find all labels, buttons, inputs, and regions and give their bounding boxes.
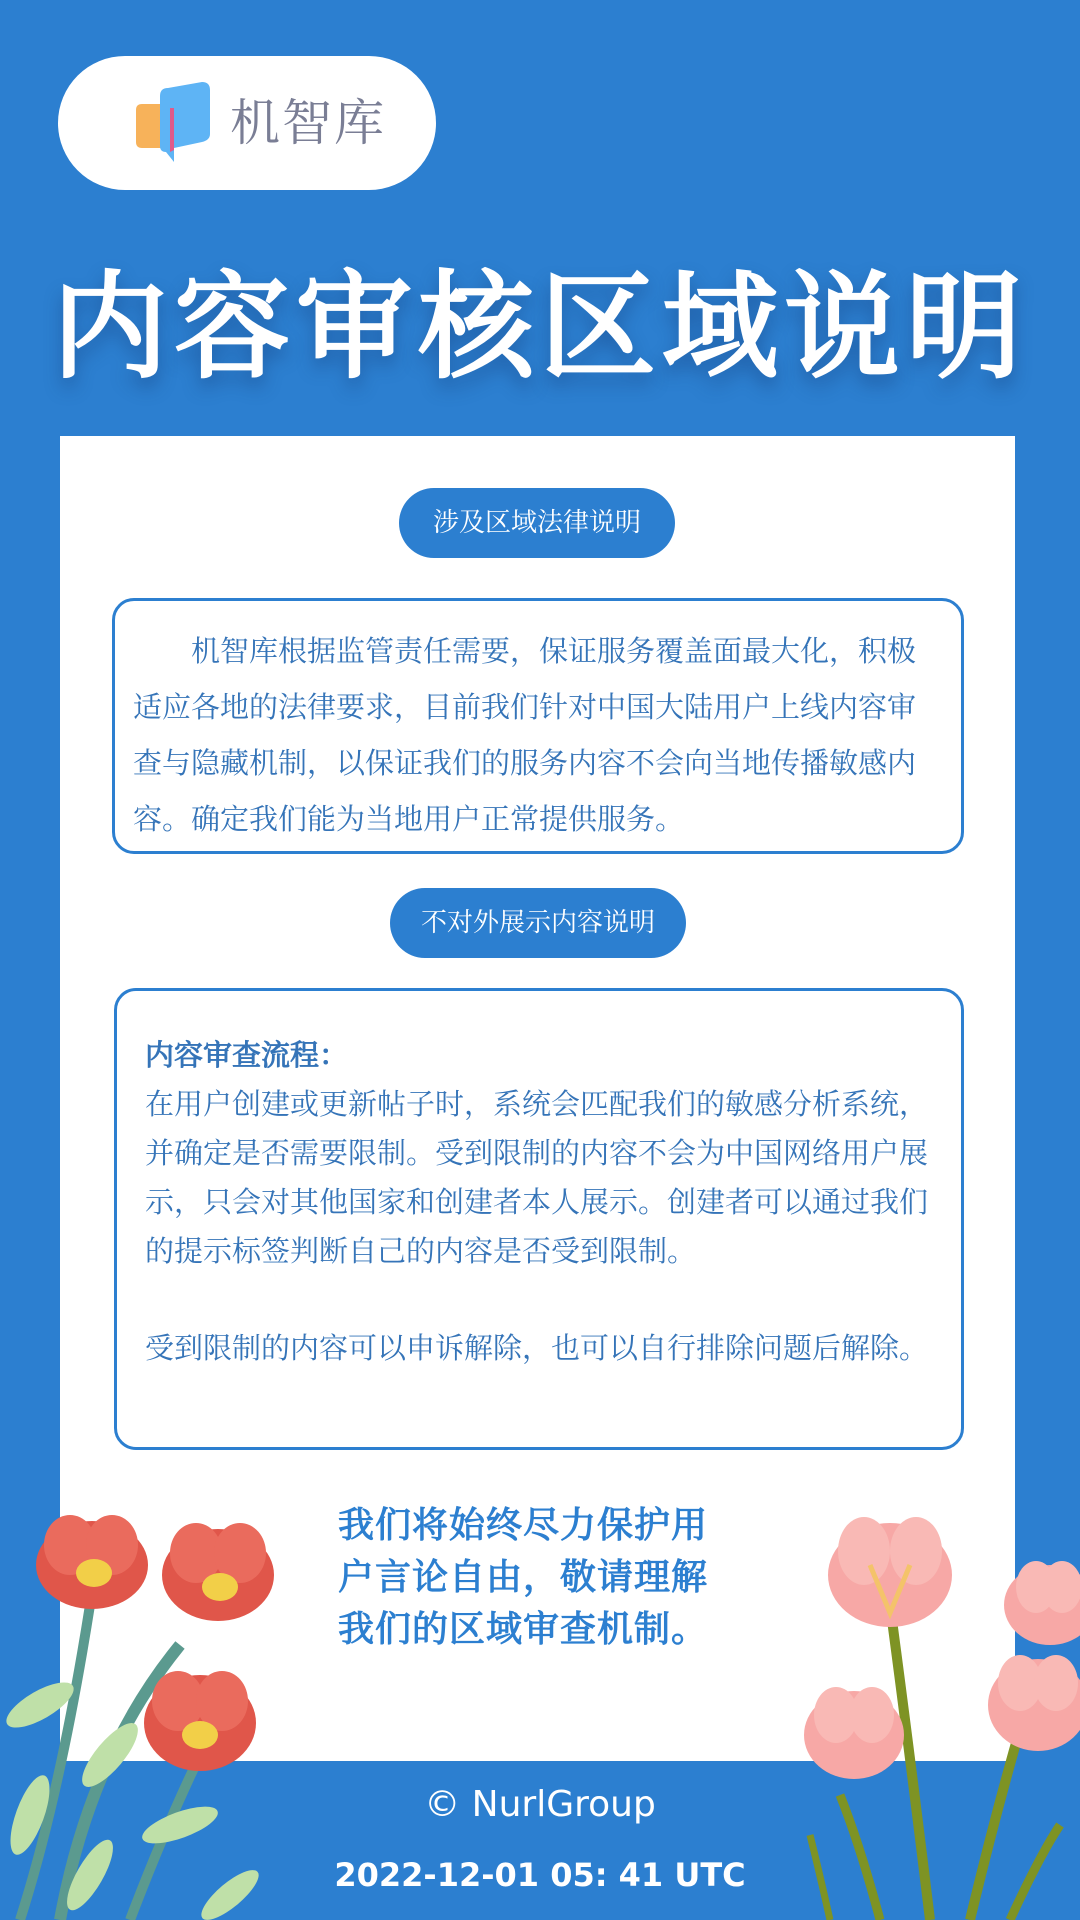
page-title: 内容审核区域说明 bbox=[52, 260, 1028, 395]
appeal-text: 受到限制的内容可以申诉解除，也可以自行排除问题后解除。 bbox=[145, 1331, 929, 1365]
logo-text: 机智库 bbox=[230, 94, 386, 152]
footer-timestamp: 2022-12-01 05: 41 UTC bbox=[334, 1856, 746, 1894]
review-process-text: 在用户创建或更新帖子时，系统会匹配我们的敏感分析系统，并确定是否需要限制。受到限制的内容不会为中国网络用户展示，只会对其他国家和创建者本人展示。创建者可以通过我们的提示标签判断自己的内容是否受到限制。 bbox=[145, 1087, 929, 1268]
section-legal-box bbox=[112, 598, 964, 854]
section-legal-text: 机智库根据监管责任需要，保证服务覆盖面最大化，积极适应各地的法律要求，目前我们针对中国大陆用户上线内容审查与隐藏机制，以保证我们的服务内容不会向当地传播敏感内容。确定我们能为当地用户正常提供服务。 bbox=[133, 634, 917, 836]
review-process-subtitle: 内容审查流程： bbox=[145, 1038, 349, 1072]
section-hidden-heading: 不对外展示内容说明 bbox=[390, 888, 686, 958]
logo-mark-icon bbox=[130, 78, 222, 170]
section-hidden-box bbox=[114, 988, 964, 1450]
footer-brand: © NurlGroup bbox=[424, 1784, 656, 1825]
section-legal-heading: 涉及区域法律说明 bbox=[399, 488, 675, 558]
closing-statement: 我们将始终尽力保护用户言论自由，敬请理解我们的区域审查机制。 bbox=[338, 1505, 709, 1650]
logo-badge bbox=[58, 56, 436, 190]
